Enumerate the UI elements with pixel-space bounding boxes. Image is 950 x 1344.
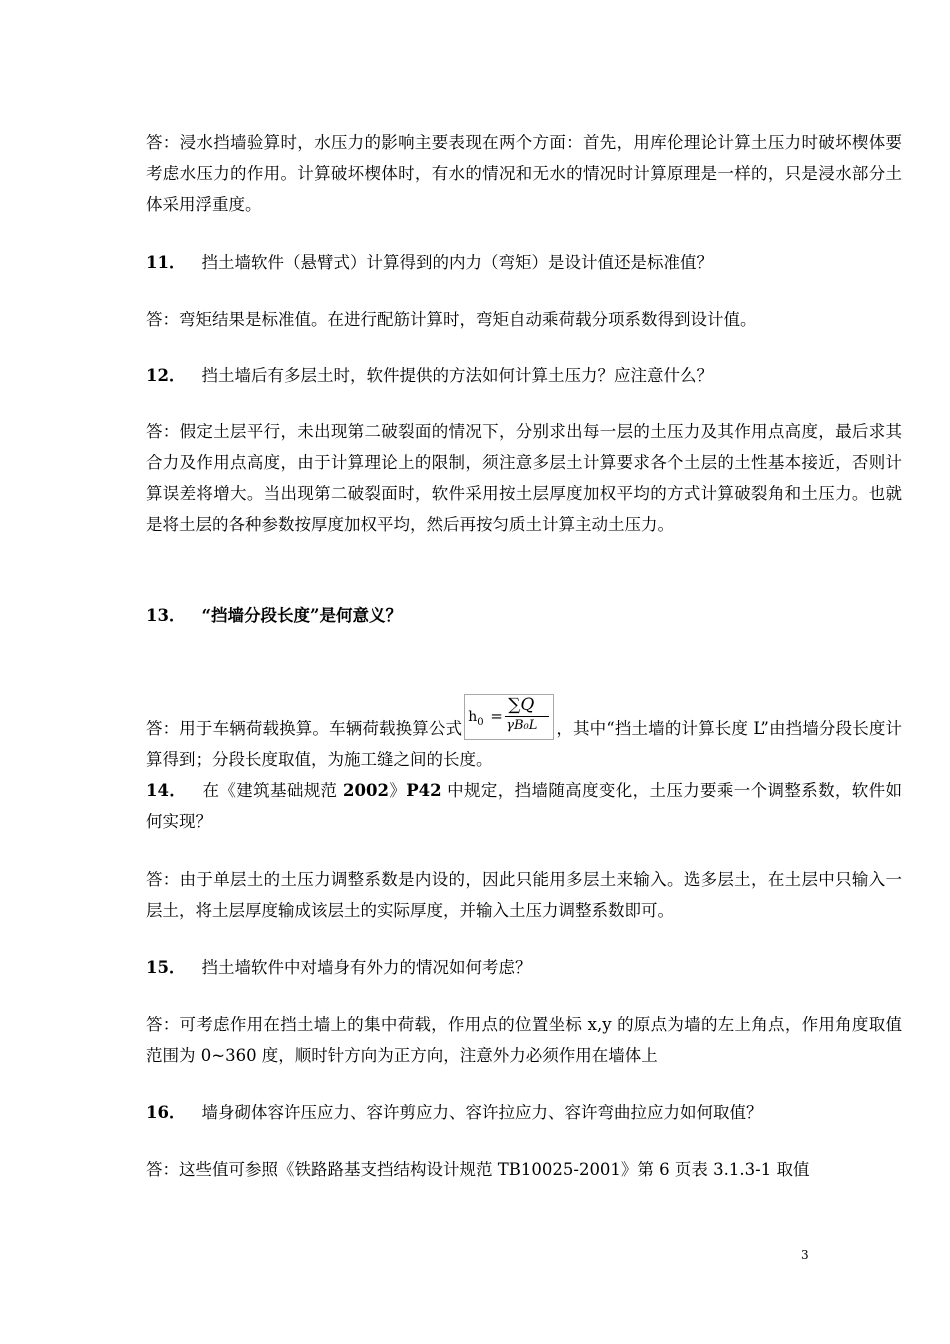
question-12-text: 挡土墙后有多层土时，软件提供的方法如何计算土压力？应注意什么？ xyxy=(201,366,713,385)
question-14-pre: 在《建筑基础规范 xyxy=(202,781,344,800)
formula-numerator: ∑Q xyxy=(508,695,535,715)
question-14-mid: 》 xyxy=(388,781,407,800)
answer-13-prefix: 答：用于车辆荷载换算。车辆荷载换算公式 xyxy=(146,719,463,738)
answer-13-suffix: ，其中“挡土墙的计算长度 L”由挡墙分段长度计算得到；分段长度取值，为施工缝之间的长度。 xyxy=(146,719,903,769)
question-11-number: 11． xyxy=(146,253,186,272)
question-13-text: “挡墙分段长度”是何意义？ xyxy=(201,606,402,625)
formula-equals: = xyxy=(490,707,503,725)
question-16-text: 墙身砌体容许压应力、容许剪应力、容许拉应力、容许弯曲拉应力如何取值？ xyxy=(201,1103,763,1122)
formula-fraction-bar xyxy=(505,716,549,717)
question-16 xyxy=(146,1097,902,1128)
answer-13-paragraph xyxy=(146,694,902,775)
question-14-post: 中规定，挡墙随高度变化，土压力要乘一个调整系数，软件如何实现？ xyxy=(146,781,903,831)
question-14 xyxy=(146,775,902,837)
question-13 xyxy=(146,600,902,631)
answer-16-paragraph: 答：这些值可参照《铁路路基支挡结构设计规范 TB10025-2001》第 6 页表 3.1.3-1 取值 xyxy=(146,1160,810,1179)
question-14-number: 14． xyxy=(146,781,187,800)
question-13-number: 13． xyxy=(146,606,186,625)
question-11 xyxy=(146,247,902,278)
answer-11-paragraph: 答：弯矩结果是标准值。在进行配筋计算时，弯矩自动乘荷载分项系数得到设计值。 xyxy=(146,310,757,329)
answer-15-paragraph: 答：可考虑作用在挡土墙上的集中荷载，作用点的位置坐标 x,y 的原点为墙的左上角点，作用角度取值范围为 0~360 度，顺时针方向为正方向，注意外力必须作用在墙体上 xyxy=(146,1015,902,1065)
question-12-number: 12． xyxy=(146,366,186,385)
question-12 xyxy=(146,360,902,391)
question-16-number: 16． xyxy=(146,1103,186,1122)
question-15-text: 挡土墙软件中对墙身有外力的情况如何考虑？ xyxy=(201,958,532,977)
question-15 xyxy=(146,952,902,983)
formula-lhs: $h_0$ xyxy=(468,709,484,728)
answer-12-paragraph: 答：假定土层平行，未出现第二破裂面的情况下，分别求出每一层的土压力及其作用点高度，最后求其合力及作用点高度，由于计算理论上的限制，须注意多层土计算要求各个土层的土性基本接近，否则计算误差将增大。当出现第二破裂面时，软件采用按土层厚度加权平均的方式计算破裂角和土压力。也就是将土层的各种参数按厚度加权平均，然后再按匀质土计算主动土压力。 xyxy=(146,422,902,534)
question-15-number: 15． xyxy=(146,958,186,977)
question-14-bold-year: 2002 xyxy=(343,781,389,800)
answer-14-paragraph: 答：由于单层土的土压力调整系数是内设的，因此只能用多层土来输入。选多层土，在土层中只输入一层土，将土层厚度输成该层土的实际厚度，并输入土压力调整系数即可。 xyxy=(146,870,902,920)
question-14-bold-page: P42 xyxy=(406,781,442,800)
vehicle-load-formula xyxy=(464,694,554,740)
formula-denominator: γB₀L xyxy=(506,718,538,733)
page-number: 3 xyxy=(801,1248,809,1262)
answer-10-paragraph: 答：浸水挡墙验算时，水压力的影响主要表现在两个方面：首先，用库伦理论计算土压力时破坏楔体要考虑水压力的作用。计算破坏楔体时，有水的情况和无水的情况时计算原理是一样的，只是浸水部分土体采用浮重度。 xyxy=(146,133,902,214)
question-11-text: 挡土墙软件（悬臂式）计算得到的内力（弯矩）是设计值还是标准值？ xyxy=(201,253,713,272)
